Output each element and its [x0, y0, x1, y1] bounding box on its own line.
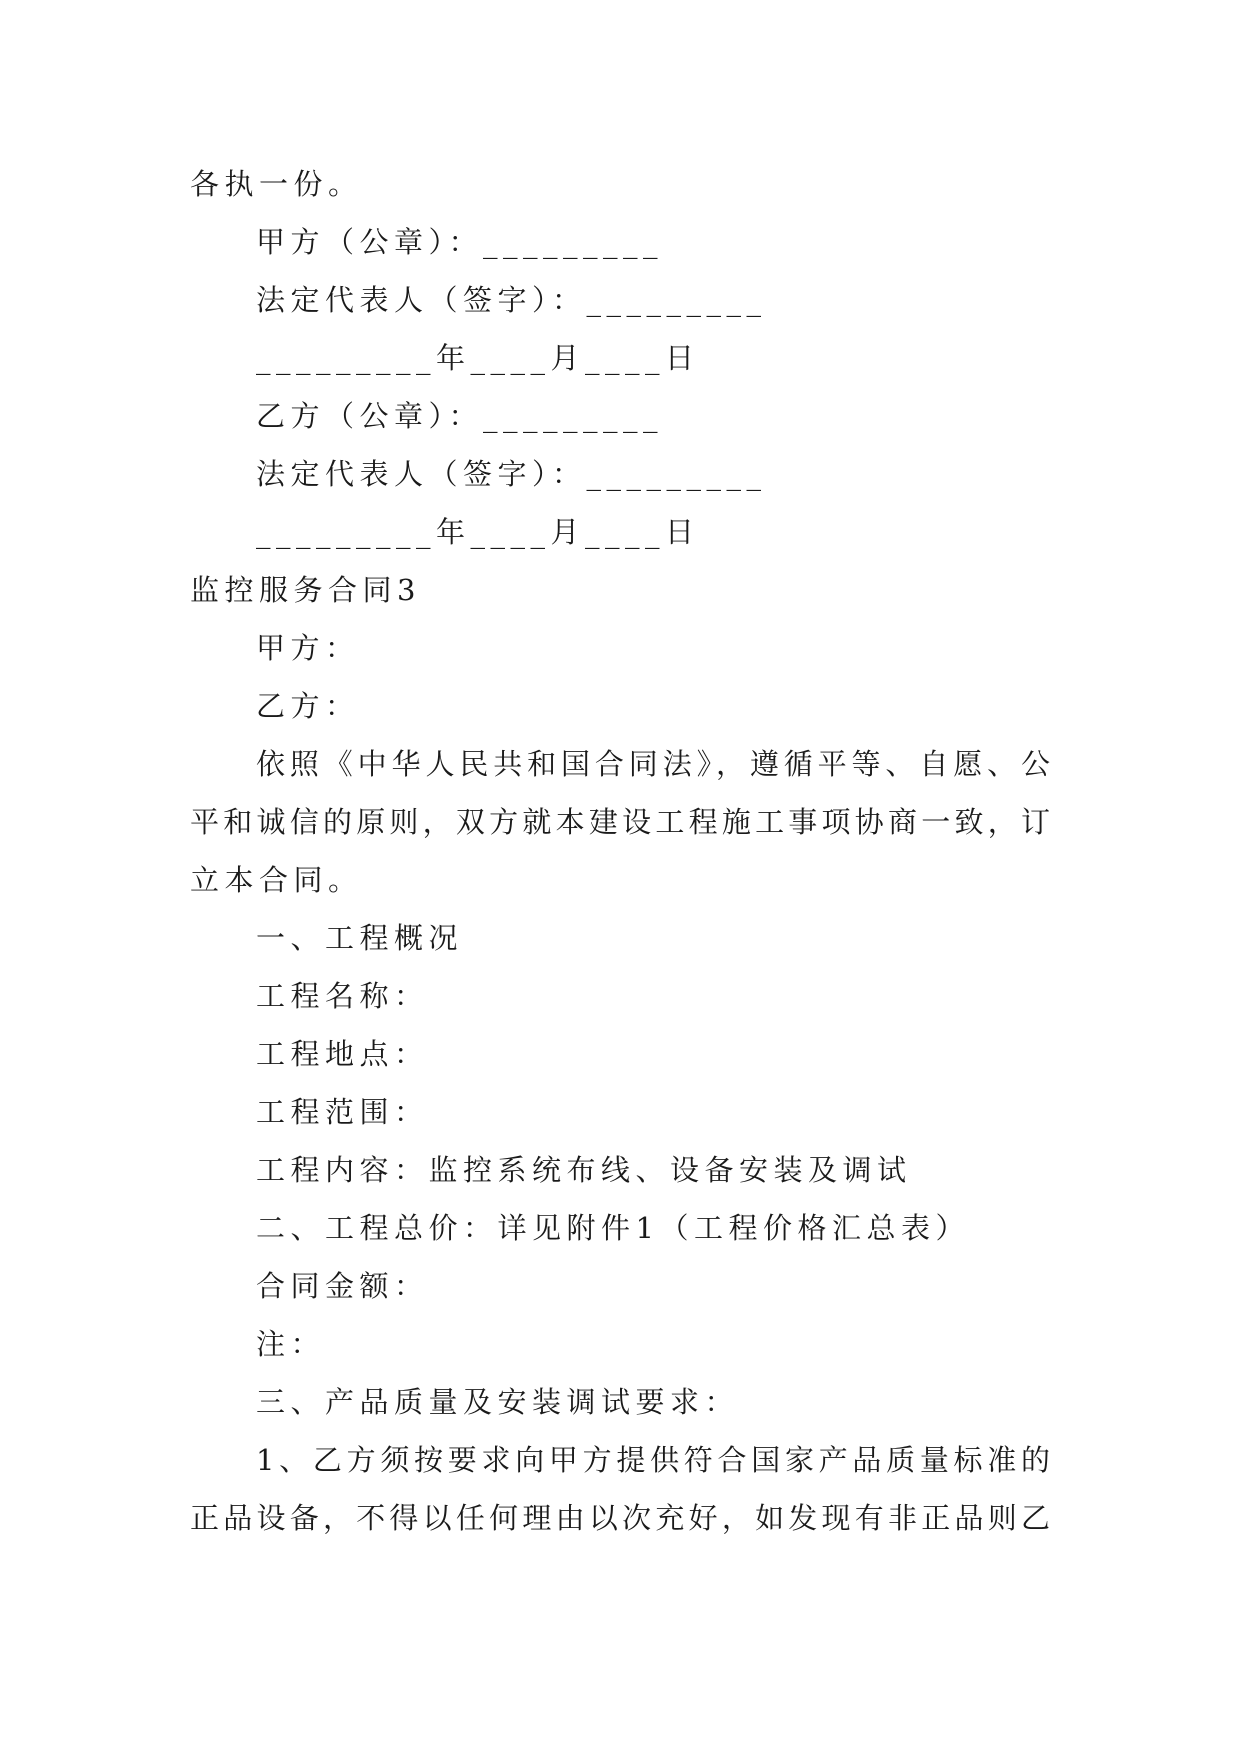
party-b-label: 乙方： [256, 689, 360, 723]
section-heading: 三、产品质量及安装调试要求： [256, 1385, 740, 1419]
party-a-label: 甲方： [256, 631, 360, 665]
party-a-representative-line: 法定代表人（签字）：_________ [256, 283, 767, 317]
project-content-line: 工程内容：监控系统布线、设备安装及调试 [256, 1153, 912, 1187]
project-name-line: 工程名称： [256, 979, 429, 1013]
text-line: 各执一份。 [190, 167, 363, 201]
section-heading: 一、工程概况 [256, 921, 464, 955]
note-line: 注： [256, 1327, 326, 1361]
paragraph-line: 平和诚信的原则，双方就本建设工程施工事项协商一致，订 [190, 805, 1050, 839]
paragraph-line: 正品设备，不得以任何理由以次充好，如发现有非正品则乙 [190, 1501, 1050, 1535]
project-scope-line: 工程范围： [256, 1095, 429, 1129]
contract-amount-line: 合同金额： [256, 1269, 429, 1303]
section-heading: 二、工程总价：详见附件1（工程价格汇总表） [256, 1211, 970, 1245]
paragraph-line: 1、乙方须按要求向甲方提供符合国家产品质量标准的 [256, 1443, 1050, 1477]
party-b-seal-line: 乙方（公章）：_________ [256, 399, 664, 433]
contract-title: 监控服务合同3 [190, 573, 421, 607]
project-location-line: 工程地点： [256, 1037, 429, 1071]
paragraph-line: 依照《中华人民共和国合同法》，遵循平等、自愿、公 [256, 747, 1050, 781]
party-a-seal-line: 甲方（公章）：_________ [256, 225, 664, 259]
party-a-date-line: _________年____月____日 [256, 341, 700, 375]
party-b-date-line: _________年____月____日 [256, 515, 700, 549]
paragraph-line: 立本合同。 [190, 863, 363, 897]
party-b-representative-line: 法定代表人（签字）：_________ [256, 457, 767, 491]
